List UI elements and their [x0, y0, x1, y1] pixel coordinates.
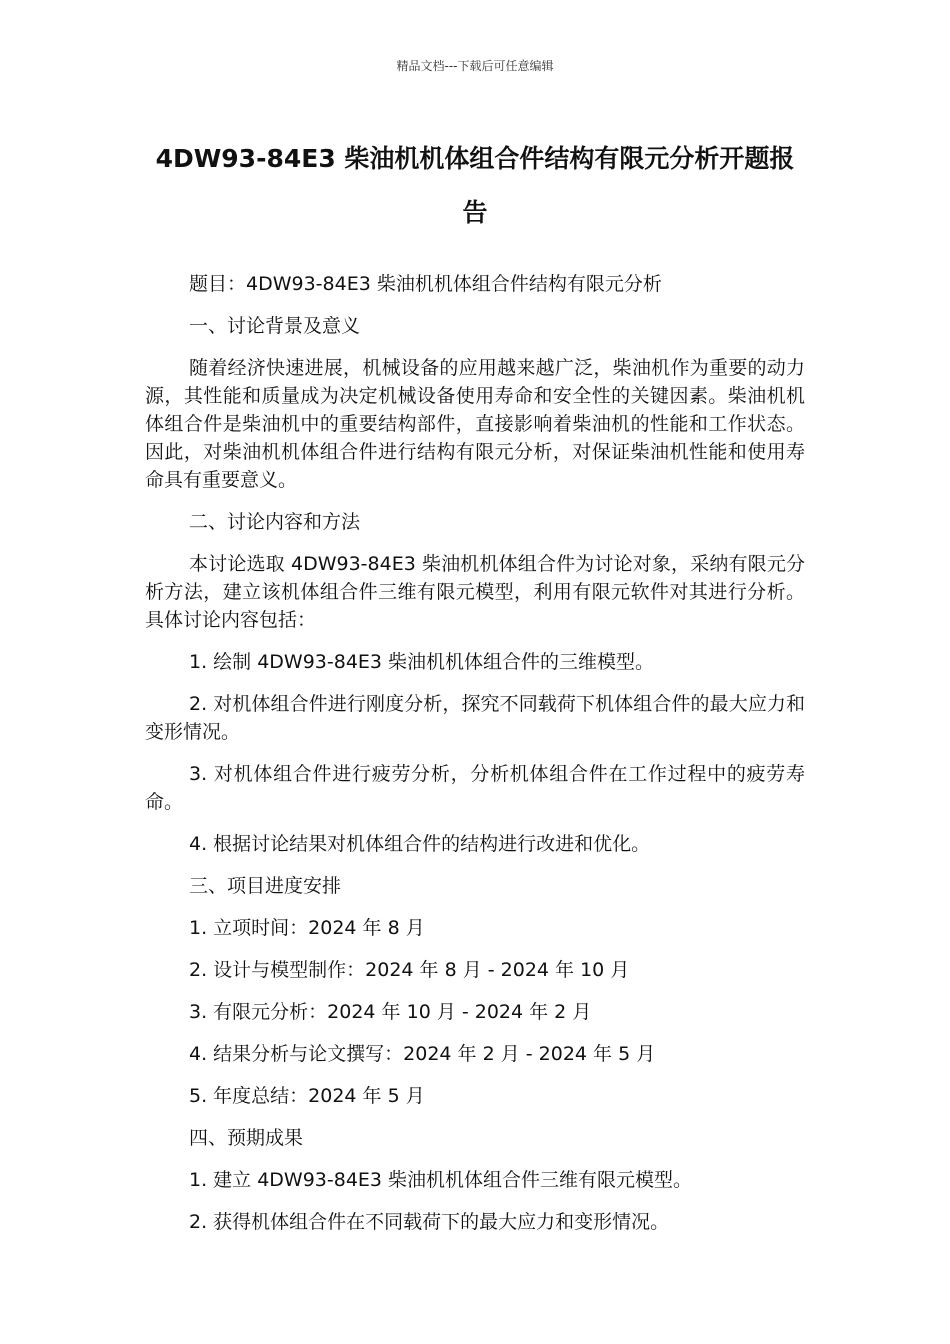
content-item-3: 3. 对机体组合件进行疲劳分析，分析机体组合件在工作过程中的疲劳寿命。: [145, 763, 805, 813]
section-heading-content-method: 二、讨论内容和方法: [189, 511, 361, 533]
schedule-item-3: 3. 有限元分析：2024 年 10 月 - 2024 年 2 月: [189, 1001, 592, 1023]
schedule-item-1: 1. 立项时间：2024 年 8 月: [189, 917, 425, 939]
schedule-item-2: 2. 设计与模型制作：2024 年 8 月 - 2024 年 10 月: [189, 959, 630, 981]
section-heading-background: 一、讨论背景及意义: [189, 315, 361, 337]
section-heading-expected-results: 四、预期成果: [189, 1127, 304, 1149]
content-item-4: 4. 根据讨论结果对机体组合件的结构进行改进和优化。: [189, 833, 651, 855]
section-heading-schedule: 三、项目进度安排: [189, 875, 342, 897]
result-item-2: 2. 获得机体组合件在不同载荷下的最大应力和变形情况。: [189, 1211, 670, 1233]
background-paragraph: 随着经济快速进展，机械设备的应用越来越广泛，柴油机作为重要的动力源，其性能和质量成为决定机械设备使用寿命和安全性的关键因素。柴油机机体组合件是柴油机中的重要结构部件，直接影响着柴油机的性能和工作状态。因此，对柴油机机体组合件进行结构有限元分析，对保证柴油机性能和使用寿命具有重要意义。: [145, 357, 805, 491]
page-header-note: 精品文档---下载后可任意编辑: [396, 59, 554, 73]
document-title: 4DW93-84E3 柴油机机体组合件结构有限元分析开题报告: [155, 144, 795, 227]
result-item-1: 1. 建立 4DW93-84E3 柴油机机体组合件三维有限元模型。: [189, 1169, 693, 1191]
content-item-1: 1. 绘制 4DW93-84E3 柴油机机体组合件的三维模型。: [189, 651, 655, 673]
content-item-2: 2. 对机体组合件进行刚度分析，探究不同载荷下机体组合件的最大应力和变形情况。: [145, 693, 805, 743]
method-paragraph: 本讨论选取 4DW93-84E3 柴油机机体组合件为讨论对象，采纳有限元分析方法，建立该机体组合件三维有限元模型，利用有限元软件对其进行分析。具体讨论内容包括：: [145, 553, 805, 631]
schedule-item-5: 5. 年度总结：2024 年 5 月: [189, 1085, 425, 1107]
subject-line: 题目：4DW93-84E3 柴油机机体组合件结构有限元分析: [189, 273, 662, 295]
schedule-item-4: 4. 结果分析与论文撰写：2024 年 2 月 - 2024 年 5 月: [189, 1043, 656, 1065]
document-body: [145, 270, 805, 1250]
